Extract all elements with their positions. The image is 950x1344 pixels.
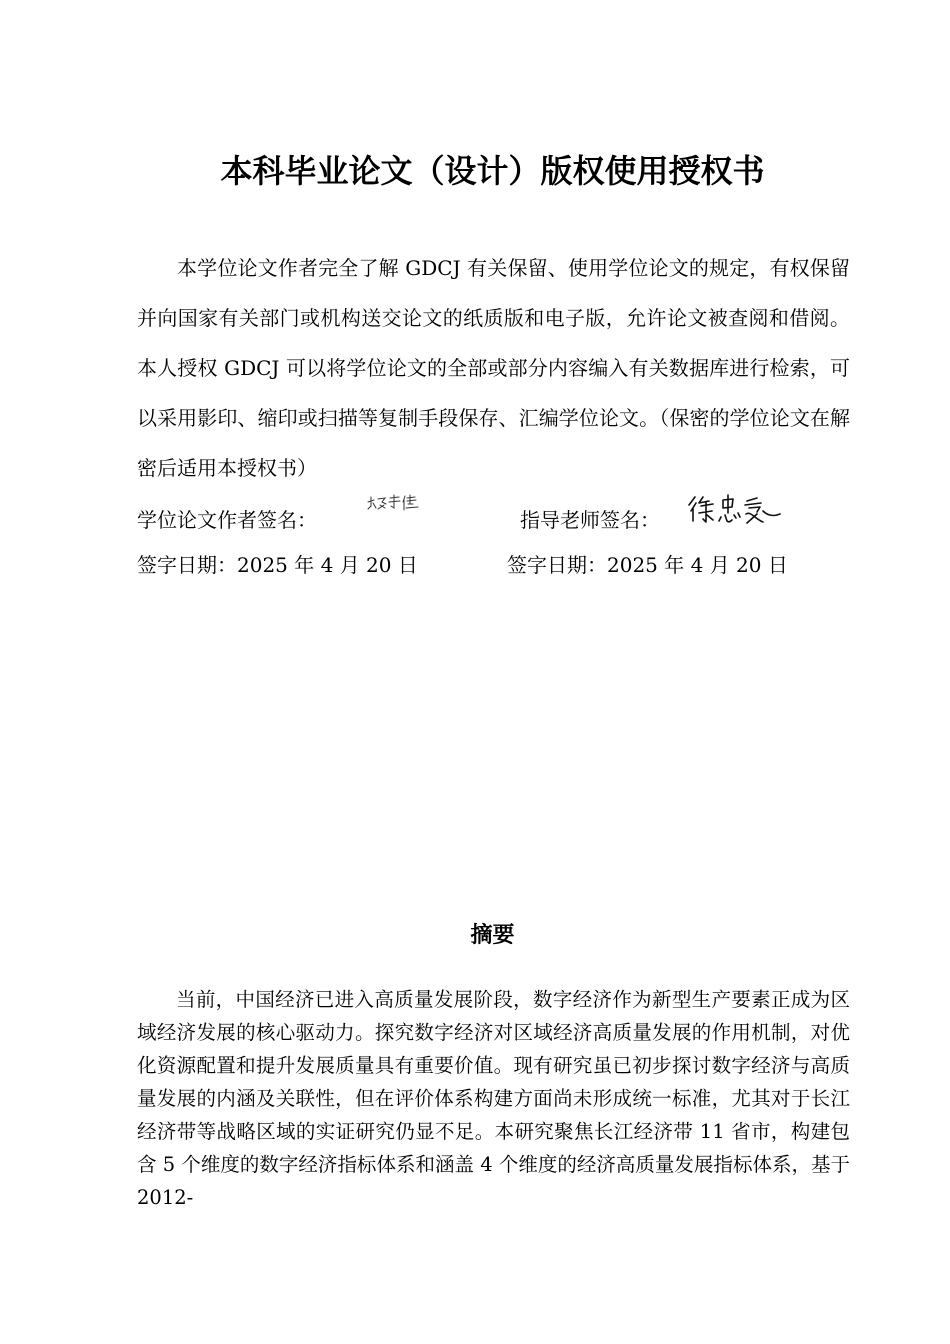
signature-row xyxy=(137,500,857,540)
date-row xyxy=(137,545,857,585)
advisor-sign-date: 签字日期：2025 年 4 月 20 日 xyxy=(507,553,788,577)
page-title: 本科毕业论文（设计）版权使用授权书 xyxy=(220,152,765,190)
author-signature-label: 学位论文作者签名： xyxy=(137,508,317,532)
author-sign-date: 签字日期：2025 年 4 月 20 日 xyxy=(137,553,418,577)
advisor-handwritten-signature-icon xyxy=(685,491,785,529)
author-handwritten-signature-icon xyxy=(365,492,435,520)
advisor-signature-label: 指导老师签名： xyxy=(520,508,660,532)
authorization-statement: 本学位论文作者完全了解 GDCJ 有关保留、使用学位论文的规定，有权保留并向国家有关部门或机构送交论文的纸质版和电子版，允许论文被查阅和借阅。本人授权 GDCJ 可以将学位论文的全部或部分内容编入有关数据库进行检索，可以采用影印、缩印或扫描等复制手段保存、汇编学位论文。（保密的学位论文在解密后适用本授权书） xyxy=(137,256,850,480)
abstract-heading: 摘要 xyxy=(470,923,515,948)
abstract-text: 当前，中国经济已进入高质量发展阶段，数字经济作为新型生产要素正成为区域经济发展的核心驱动力。探究数字经济对区域经济高质量发展的作用机制，对优化资源配置和提升发展质量具有重要价值。现有研究虽已初步探讨数字经济与高质量发展的内涵及关联性，但在评价体系构建方面尚未形成统一标准，尤其对于长江经济带等战略区域的实证研究仍显不足。本研究聚焦长江经济带 11 省市，构建包含 5 个维度的数字经济指标体系和涵盖 4 个维度的经济高质量发展指标体系，基于 2012- xyxy=(137,988,850,1209)
